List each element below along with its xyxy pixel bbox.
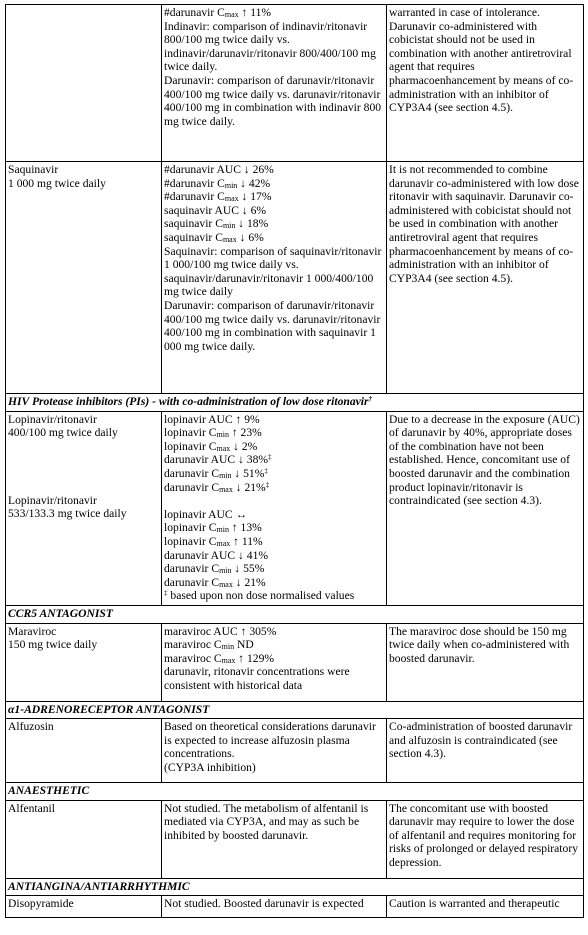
pk-line: lopinavir $C_{max}$ ↑ 11% xyxy=(164,534,263,548)
pk-line: darunavir $C_{min}$ ↓ 55% xyxy=(164,562,265,576)
table-row-maraviroc xyxy=(6,623,584,701)
section-title: ANAESTHETIC xyxy=(6,783,584,801)
drug-name: Lopinavir/ritonavir xyxy=(8,493,97,507)
section-title: α1-ADRENORECEPTOR ANTAGONIST xyxy=(6,701,584,719)
table-row-lopinavir xyxy=(6,411,584,605)
cell-recommendation-alfentanil xyxy=(387,800,584,878)
effect-text: Darunavir: comparison of darunavir/ritonavir 400/100 mg twice daily vs. darunavir/ritonavir 400/100 mg in combination with indinavir 800 mg twice daily. xyxy=(164,73,382,128)
pk-line: #darunavir $C_{max}$ ↑ 11% xyxy=(164,6,272,19)
cell-drug-maraviroc xyxy=(6,623,162,701)
drug-dose: 533/133.3 mg twice daily xyxy=(8,507,127,521)
effect-text: Indinavir: comparison of indinavir/ritonavir 800/100 mg twice daily vs. indinavir/darunavir/ritonavir 800/400/100 mg twice daily. xyxy=(164,19,376,74)
recommendation-text: The concomitant use with boosted darunavir may require to lower the dose of alfentanil and requires monitoring for risks of prolonged or delayed respiratory depression. xyxy=(389,801,578,870)
pk-list xyxy=(164,163,384,245)
effect-text: darunavir, ritonavir concentrations were consistent with historical data xyxy=(164,665,350,692)
table-row-indinavir xyxy=(6,5,584,162)
effect-text: Not studied. The metabolism of alfentanil is mediated via CYP3A, and may as such be inhibited by boosted darunavir. xyxy=(164,801,369,842)
pk-line: #darunavir $C_{min}$ ↓ 42% xyxy=(164,176,271,190)
drug-dose: 150 mg twice daily xyxy=(8,638,98,652)
section-header-hiv-pi xyxy=(6,394,584,412)
pk-line: darunavir $C_{max}$ ↓ 21% xyxy=(164,575,266,589)
recommendation-text: warranted in case of intolerance. Darunavir co-administered with cobicistat should not be used in combination with another antiretroviral agent that requires pharmacoenhancement by means of co-administration with an inhibitor of CYP3A4 (see section 4.5). xyxy=(389,6,574,115)
pk-line: saquinavir $C_{min}$ ↓ 18% xyxy=(164,217,269,231)
cell-drug-lopinavir xyxy=(6,411,162,605)
recommendation-text: It is not recommended to combine darunavir co-administered with low dose ritonavir with saquinavir. Darunavir co-administered with cobicistat should not be used in combination with another antiretroviral agent that requires pharmacoenhancement by means of co-administration with an inhibitor of CYP3A4 (see section 4.5). xyxy=(389,163,579,285)
cell-effect-disopyramide xyxy=(162,896,387,918)
cell-effect-maraviroc xyxy=(162,623,387,701)
cell-recommendation-saquinavir xyxy=(387,162,584,394)
cell-effect-saquinavir xyxy=(162,162,387,394)
section-title: HIV Protease inhibitors (PIs) - with co-administration of low dose ritonavir† xyxy=(6,394,584,412)
cell-recommendation-disopyramide xyxy=(387,896,584,918)
footnote: ‡ based upon non dose normalised values xyxy=(164,589,355,603)
table-row-alfuzosin xyxy=(6,719,584,783)
table-row-saquinavir xyxy=(6,162,584,394)
section-header-antiangina xyxy=(6,878,584,896)
cell-effect-indinavir xyxy=(162,5,387,162)
pk-line: darunavir AUC ↓ 38%‡ xyxy=(164,453,272,467)
pk-line: lopinavir AUC ↑ 9% xyxy=(164,412,260,426)
pk-line: maraviroc AUC ↑ 305% xyxy=(164,624,277,638)
pk-line: darunavir AUC ↓ 41% xyxy=(164,548,269,562)
pk-list xyxy=(164,625,384,666)
pk-list xyxy=(164,413,384,590)
cell-drug-indinavir xyxy=(6,5,162,162)
cell-effect-alfentanil xyxy=(162,800,387,878)
section-header-anaesthetic xyxy=(6,783,584,801)
interaction-table xyxy=(5,4,584,918)
pk-line: lopinavir $C_{min}$ ↑ 23% xyxy=(164,426,262,440)
effect-text: Saquinavir: comparison of saquinavir/ritonavir 1 000/100 mg twice daily vs. saquinavir/darunavir/ritonavir 1 000/400/100 mg twice daily xyxy=(164,244,382,299)
pk-line: #darunavir AUC ↓ 26% xyxy=(164,163,274,176)
cell-effect-lopinavir xyxy=(162,411,387,605)
pk-line: saquinavir AUC ↓ 6% xyxy=(164,203,267,217)
effect-text: Darunavir: comparison of darunavir/ritonavir 400/100 mg twice daily vs. darunavir/ritonavir 400/100 mg in combination with saquinavir 1 000 mg twice daily. xyxy=(164,298,381,353)
pk-line: saquinavir $C_{max}$ ↓ 6% xyxy=(164,230,264,244)
pk-line: lopinavir AUC ↔ xyxy=(164,507,248,521)
section-title: CCR5 ANTAGONIST xyxy=(6,605,584,623)
cell-recommendation-alfuzosin xyxy=(387,719,584,783)
section-header-ccr5 xyxy=(6,605,584,623)
recommendation-text: Due to a decrease in the exposure (AUC) of darunavir by 40%, appropriate doses of the combination have not been established. Hence, concomitant use of boosted darunavir and the combination product lopinavir/ritonavir is contraindicated (see section 4.3). xyxy=(389,412,580,508)
cell-recommendation-indinavir xyxy=(387,5,584,162)
cell-drug-disopyramide: Disopyramide xyxy=(6,896,162,918)
pk-line: #darunavir $C_{max}$ ↓ 17% xyxy=(164,190,272,204)
pk-line: maraviroc $C_{max}$ ↑ 129% xyxy=(164,651,275,665)
drug-name: Lopinavir/ritonavir xyxy=(8,412,97,426)
drug-name: Maraviroc xyxy=(8,624,57,638)
drug-name: Saquinavir xyxy=(8,163,59,176)
drug-dose: 1 000 mg twice daily xyxy=(8,176,106,190)
cell-recommendation-lopinavir xyxy=(387,411,584,605)
pk-line: darunavir $C_{max}$ ↓ 21%‡ xyxy=(164,480,270,494)
recommendation-text: Caution is warranted and therapeutic xyxy=(389,897,560,911)
pk-line: lopinavir $C_{min}$ ↑ 13% xyxy=(164,521,262,535)
drug-dose: 400/100 mg twice daily xyxy=(8,426,118,440)
cell-drug-alfuzosin: Alfuzosin xyxy=(6,719,162,783)
pk-line: darunavir $C_{min}$ ↓ 51%‡ xyxy=(164,466,268,480)
effect-text: Not studied. Boosted darunavir is expected xyxy=(164,897,364,911)
cell-drug-alfentanil: Alfentanil xyxy=(6,800,162,878)
table-row-disopyramide xyxy=(6,896,584,918)
recommendation-text: The maraviroc dose should be 150 mg twice daily when co-administered with boosted darunavir. xyxy=(389,624,570,665)
recommendation-text: Co-administration of boosted darunavir and alfuzosin is contraindicated (see section 4.3). xyxy=(389,720,573,761)
section-title: ANTIANGINA/ANTIARRHYTHMIC xyxy=(6,878,584,896)
pk-line: maraviroc $C_{min}$ ND xyxy=(164,638,254,652)
pk-line: lopinavir $C_{max}$ ↓ 2% xyxy=(164,439,258,453)
table-row-alfentanil xyxy=(6,800,584,878)
cell-effect-alfuzosin xyxy=(162,719,387,783)
effect-text: Based on theoretical considerations darunavir is expected to increase alfuzosin plasma concentrations. xyxy=(164,720,376,761)
effect-text: (CYP3A inhibition) xyxy=(164,760,256,774)
cell-drug-saquinavir xyxy=(6,162,162,394)
cell-recommendation-maraviroc xyxy=(387,623,584,701)
section-header-alpha1 xyxy=(6,701,584,719)
